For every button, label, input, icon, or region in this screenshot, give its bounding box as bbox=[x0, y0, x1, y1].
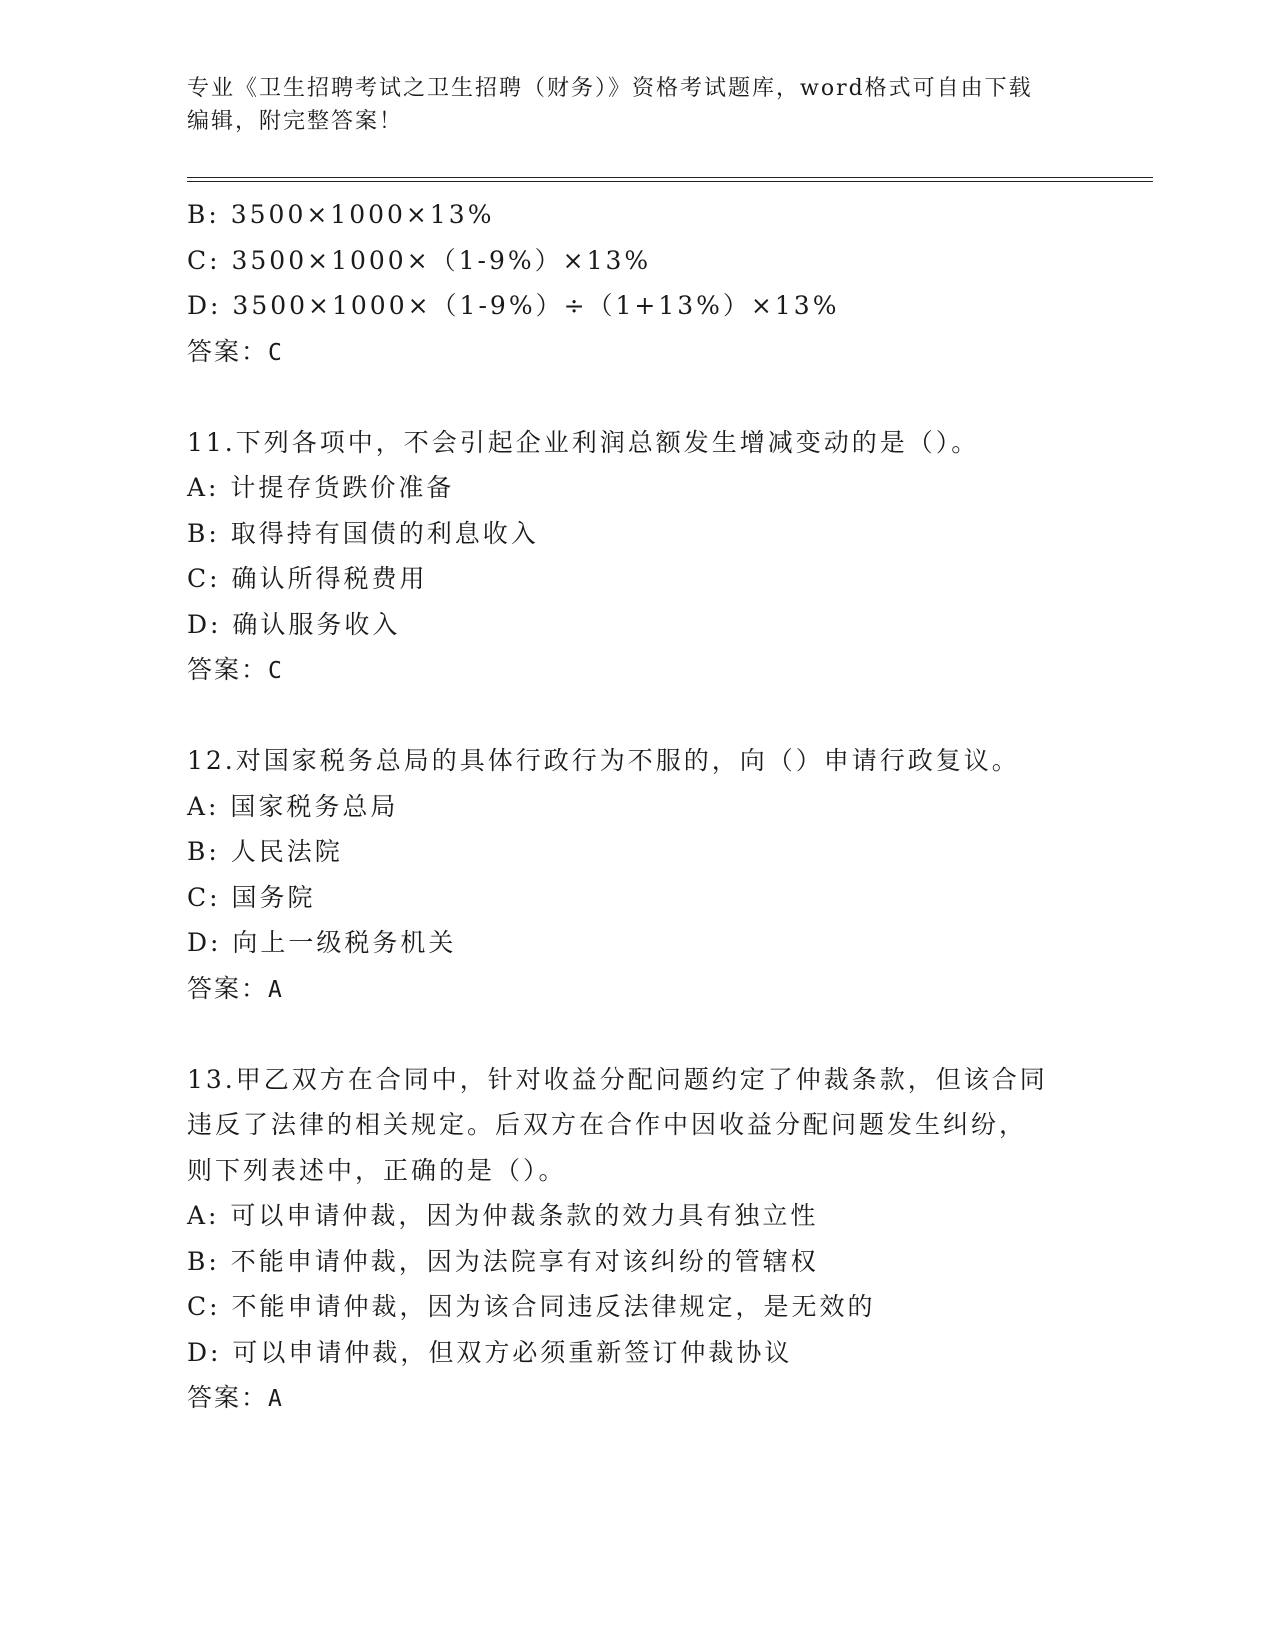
question-content bbox=[187, 192, 1087, 1421]
answer-value: C bbox=[268, 658, 284, 684]
question-gap bbox=[187, 693, 1087, 739]
question-stem bbox=[187, 1057, 1087, 1194]
answer-line bbox=[187, 1375, 1087, 1421]
option-a: A: 国家税务总局 bbox=[187, 791, 399, 821]
answer-value: C bbox=[268, 339, 284, 366]
question-gap bbox=[187, 374, 1087, 420]
option-a: A: 可以申请仲裁，因为仲裁条款的效力具有独立性 bbox=[187, 1201, 819, 1230]
option-b: B: 不能申请仲裁，因为法院享有对该纠纷的管辖权 bbox=[187, 1246, 819, 1276]
question-gap bbox=[187, 1011, 1087, 1057]
answer-line bbox=[187, 647, 1087, 693]
option-b: B: 人民法院 bbox=[187, 837, 343, 866]
option-c: C: 3500×1000×（1-9%）×13% bbox=[187, 245, 652, 275]
answer-value: A bbox=[268, 976, 284, 1003]
option-b: B: 3500×1000×13% bbox=[187, 200, 495, 229]
question-stem bbox=[187, 738, 1087, 784]
header-line-2: 编辑，附完整答案！ bbox=[187, 109, 404, 134]
question-stem-line: 13.甲乙双方在合同中，针对收益分配问题约定了仲裁条款，但该合同 bbox=[187, 1064, 1048, 1094]
question-stem-line: 则下列表述中，正确的是（）。 bbox=[187, 1155, 567, 1185]
answer-label: 答案： bbox=[187, 336, 269, 366]
answer-line bbox=[187, 329, 1087, 375]
answer-line bbox=[187, 966, 1087, 1012]
question-stem-line: 11.下列各项中，不会引起企业利润总额发生增减变动的是（）。 bbox=[187, 427, 980, 457]
answer-label: 答案： bbox=[187, 655, 269, 684]
option-a: A: 计提存货跌价准备 bbox=[187, 473, 455, 502]
option-d: D: 3500×1000×（1-9%）÷（1+13%）×13% bbox=[187, 291, 840, 320]
question-stem-line: 违反了法律的相关规定。后双方在合作中因收益分配问题发生纠纷， bbox=[187, 1110, 1028, 1139]
question-10-continued bbox=[187, 192, 1087, 374]
header-double-rule bbox=[187, 177, 1153, 182]
option-d: D: 确认服务收入 bbox=[187, 609, 401, 639]
question-12 bbox=[187, 738, 1087, 1011]
option-c: C: 国务院 bbox=[187, 882, 316, 912]
document-header bbox=[187, 72, 1087, 138]
answer-label: 答案： bbox=[187, 973, 269, 1003]
option-b: B: 取得持有国债的利息收入 bbox=[187, 518, 539, 548]
question-stem bbox=[187, 420, 1087, 466]
answer-value: A bbox=[268, 1386, 284, 1412]
option-d: D: 向上一级税务机关 bbox=[187, 928, 457, 957]
option-d: D: 可以申请仲裁，但双方必须重新签订仲裁协议 bbox=[187, 1337, 793, 1367]
question-stem-line: 12.对国家税务总局的具体行政行为不服的，向（）申请行政复议。 bbox=[187, 746, 1020, 775]
answer-label: 答案： bbox=[187, 1383, 269, 1412]
header-line-1: 专业《卫生招聘考试之卫生招聘（财务）》资格考试题库，word格式可自由下载 bbox=[187, 76, 1033, 101]
option-c: C: 不能申请仲裁，因为该合同违反法律规定，是无效的 bbox=[187, 1292, 876, 1321]
option-c: C: 确认所得税费用 bbox=[187, 564, 428, 593]
question-11 bbox=[187, 420, 1087, 693]
question-13 bbox=[187, 1057, 1087, 1421]
